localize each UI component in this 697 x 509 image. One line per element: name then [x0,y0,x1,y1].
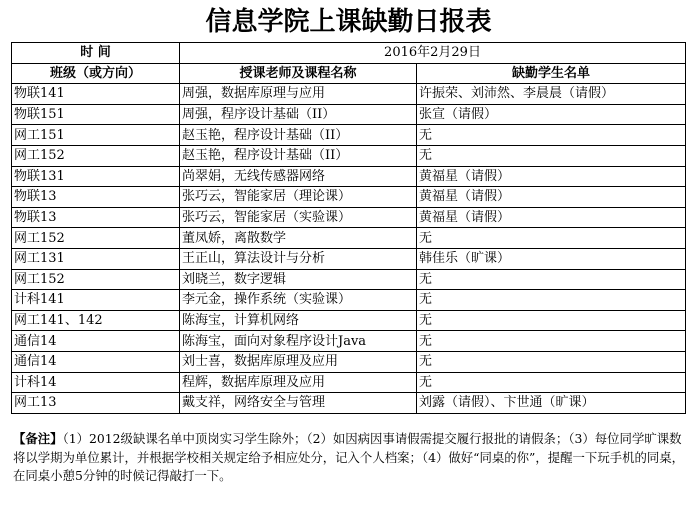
absent-cell: 无 [417,145,686,166]
table-row [12,393,686,414]
teacher-course-cell: 陈海宝，计算机网络 [180,310,417,331]
header-row [12,63,686,84]
attendance-table [11,42,686,414]
absent-cell: 黄福星（请假） [417,166,686,187]
class-cell: 网工152 [12,145,180,166]
absent-cell: 无 [417,269,686,290]
table-row [12,228,686,249]
table-row [12,125,686,146]
class-cell: 网工13 [12,393,180,414]
teacher-course-cell: 尚翠娟，无线传感器网络 [180,166,417,187]
table-row [12,269,686,290]
table-row [12,290,686,311]
remarks-label: 【备注】 [13,431,63,446]
absent-cell: 无 [417,372,686,393]
table-row [12,207,686,228]
absent-cell: 黄福星（请假） [417,207,686,228]
table-row [12,166,686,187]
teacher-course-cell: 李元金，操作系统（实验课） [180,290,417,311]
teacher-course-cell: 陈海宝，面向对象程序设计Java [180,331,417,352]
teacher-course-cell: 程辉，数据库原理及应用 [180,372,417,393]
teacher-course-cell: 赵玉艳，程序设计基础（II） [180,125,417,146]
absent-cell: 无 [417,228,686,249]
absent-cell: 无 [417,331,686,352]
absent-cell: 无 [417,351,686,372]
table-row [12,84,686,105]
class-cell: 网工131 [12,248,180,269]
table-row [12,104,686,125]
time-row [12,43,686,64]
class-cell: 网工152 [12,228,180,249]
absent-cell: 无 [417,310,686,331]
header-class: 班级（或方向） [12,63,180,84]
teacher-course-cell: 张巧云，智能家居（理论课） [180,187,417,208]
teacher-course-cell: 刘士喜，数据库原理及应用 [180,351,417,372]
report-date: 2016年2月29日 [180,43,686,64]
absent-cell: 许振荣、刘沛然、李晨晨（请假） [417,84,686,105]
table-row [12,331,686,352]
teacher-course-cell: 董凤娇，离散数学 [180,228,417,249]
absent-cell: 无 [417,290,686,311]
absent-cell: 刘露（请假）、卞世通（旷课） [417,393,686,414]
absent-cell: 韩佳乐（旷课） [417,248,686,269]
class-cell: 物联141 [12,84,180,105]
class-cell: 物联13 [12,187,180,208]
teacher-course-cell: 王正山，算法设计与分析 [180,248,417,269]
absent-cell: 张宣（请假） [417,104,686,125]
teacher-course-cell: 周强，数据库原理与应用 [180,84,417,105]
table-row [12,145,686,166]
absent-cell: 无 [417,125,686,146]
teacher-course-cell: 张巧云，智能家居（实验课） [180,207,417,228]
remarks-text: （1）2012级缺课名单中顶岗实习学生除外；（2）如因病因事请假需提交履行报批的请假条；（3）每位同学旷课数将以学期为单位累计，并根据学校相关规定给予相应处分，记入个人档案；（4）做好“同桌的你”，提醒一下玩手机的同桌，在同桌小憩5分钟的时候记得敲打一下。 [13,431,685,483]
table-row [12,372,686,393]
report-title: 信息学院上课缺勤日报表 [205,7,492,37]
class-cell: 物联131 [12,166,180,187]
class-cell: 网工152 [12,269,180,290]
teacher-course-cell: 周强，程序设计基础（II） [180,104,417,125]
table-row [12,187,686,208]
table-row [12,248,686,269]
teacher-course-cell: 赵玉艳，程序设计基础（II） [180,145,417,166]
class-cell: 计科141 [12,290,180,311]
class-cell: 物联13 [12,207,180,228]
teacher-course-cell: 刘晓兰，数字逻辑 [180,269,417,290]
class-cell: 网工151 [12,125,180,146]
class-cell: 通信14 [12,331,180,352]
absent-cell: 黄福星（请假） [417,187,686,208]
class-cell: 物联151 [12,104,180,125]
time-label: 时 间 [12,43,180,64]
teacher-course-cell: 戴支祥，网络安全与管理 [180,393,417,414]
remarks [13,430,685,486]
class-cell: 计科14 [12,372,180,393]
header-teacher-course: 授课老师及课程名称 [180,63,417,84]
class-cell: 网工141、142 [12,310,180,331]
table-row [12,310,686,331]
header-absent: 缺勤学生名单 [417,63,686,84]
class-cell: 通信14 [12,351,180,372]
table-row [12,351,686,372]
